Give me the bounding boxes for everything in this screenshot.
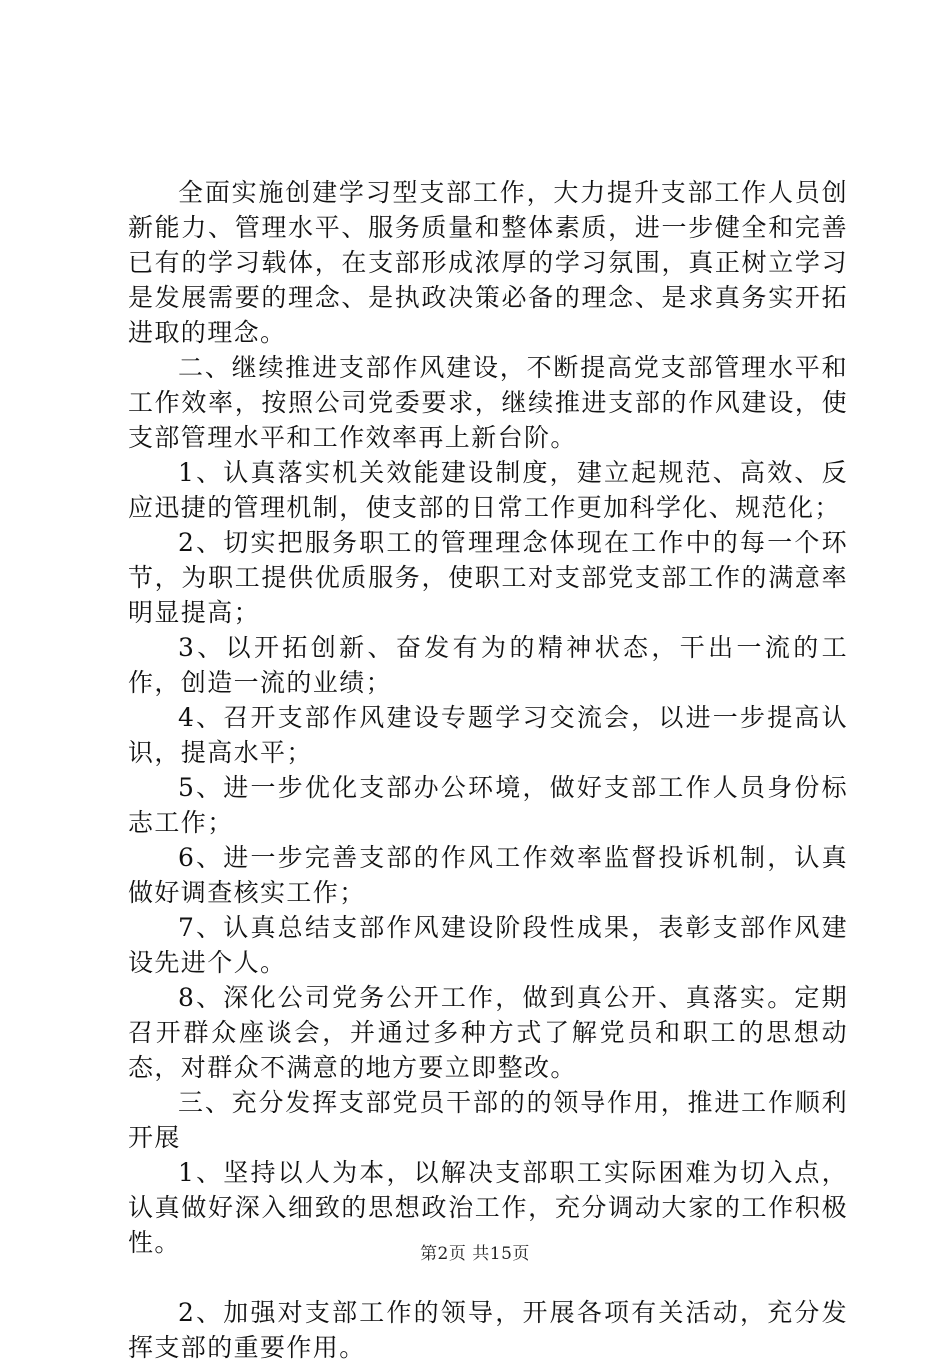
- list-item-8: 8、深化公司党务公开工作，做到真公开、真落实。定期召开群众座谈会，并通过多种方式了解党员和职工的思想动态，对群众不满意的地方要立即整改。: [128, 983, 848, 1082]
- list-item-3-2: 2、加强对支部工作的领导，开展各项有关活动，充分发挥支部的重要作用。: [128, 1298, 848, 1362]
- list-item-1: 1、认真落实机关效能建设制度，建立起规范、高效、反应迅捷的管理机制，使支部的日常工作更加科学化、规范化；: [128, 458, 848, 522]
- list-item-2: 2、切实把服务职工的管理理念体现在工作中的每一个环节，为职工提供优质服务，使职工对支部党支部工作的满意率明显提高；: [128, 528, 848, 627]
- section-heading-2: 二、继续推进支部作风建设，不断提高党支部管理水平和工作效率，按照公司党委要求，继续推进支部的作风建设，使支部管理水平和工作效率再上新台阶。: [128, 353, 848, 452]
- list-item-3: 3、以开拓创新、奋发有为的精神状态，干出一流的工作，创造一流的业绩；: [128, 633, 848, 697]
- list-item-4: 4、召开支部作风建设专题学习交流会，以进一步提高认识，提高水平；: [128, 703, 848, 767]
- document-body: [128, 175, 848, 1365]
- page-footer: 第2页 共15页: [420, 1244, 530, 1264]
- list-item-6: 6、进一步完善支部的作风工作效率监督投诉机制，认真做好调查核实工作；: [128, 843, 848, 907]
- list-item-3-1: 1、坚持以人为本，以解决支部职工实际困难为切入点，认真做好深入细致的思想政治工作，充分调动大家的工作积极性。: [128, 1158, 848, 1257]
- list-item-7: 7、认真总结支部作风建设阶段性成果，表彰支部作风建设先进个人。: [128, 913, 848, 977]
- paragraph-learning: 全面实施创建学习型支部工作，大力提升支部工作人员创新能力、管理水平、服务质量和整体素质，进一步健全和完善已有的学习载体，在支部形成浓厚的学习氛围，真正树立学习是发展需要的理念、是执政决策必备的理念、是求真务实开拓进取的理念。: [128, 178, 848, 347]
- section-heading-3: 三、充分发挥支部党员干部的的领导作用，推进工作顺利开展: [128, 1088, 848, 1152]
- list-item-5: 5、进一步优化支部办公环境，做好支部工作人员身份标志工作；: [128, 773, 848, 837]
